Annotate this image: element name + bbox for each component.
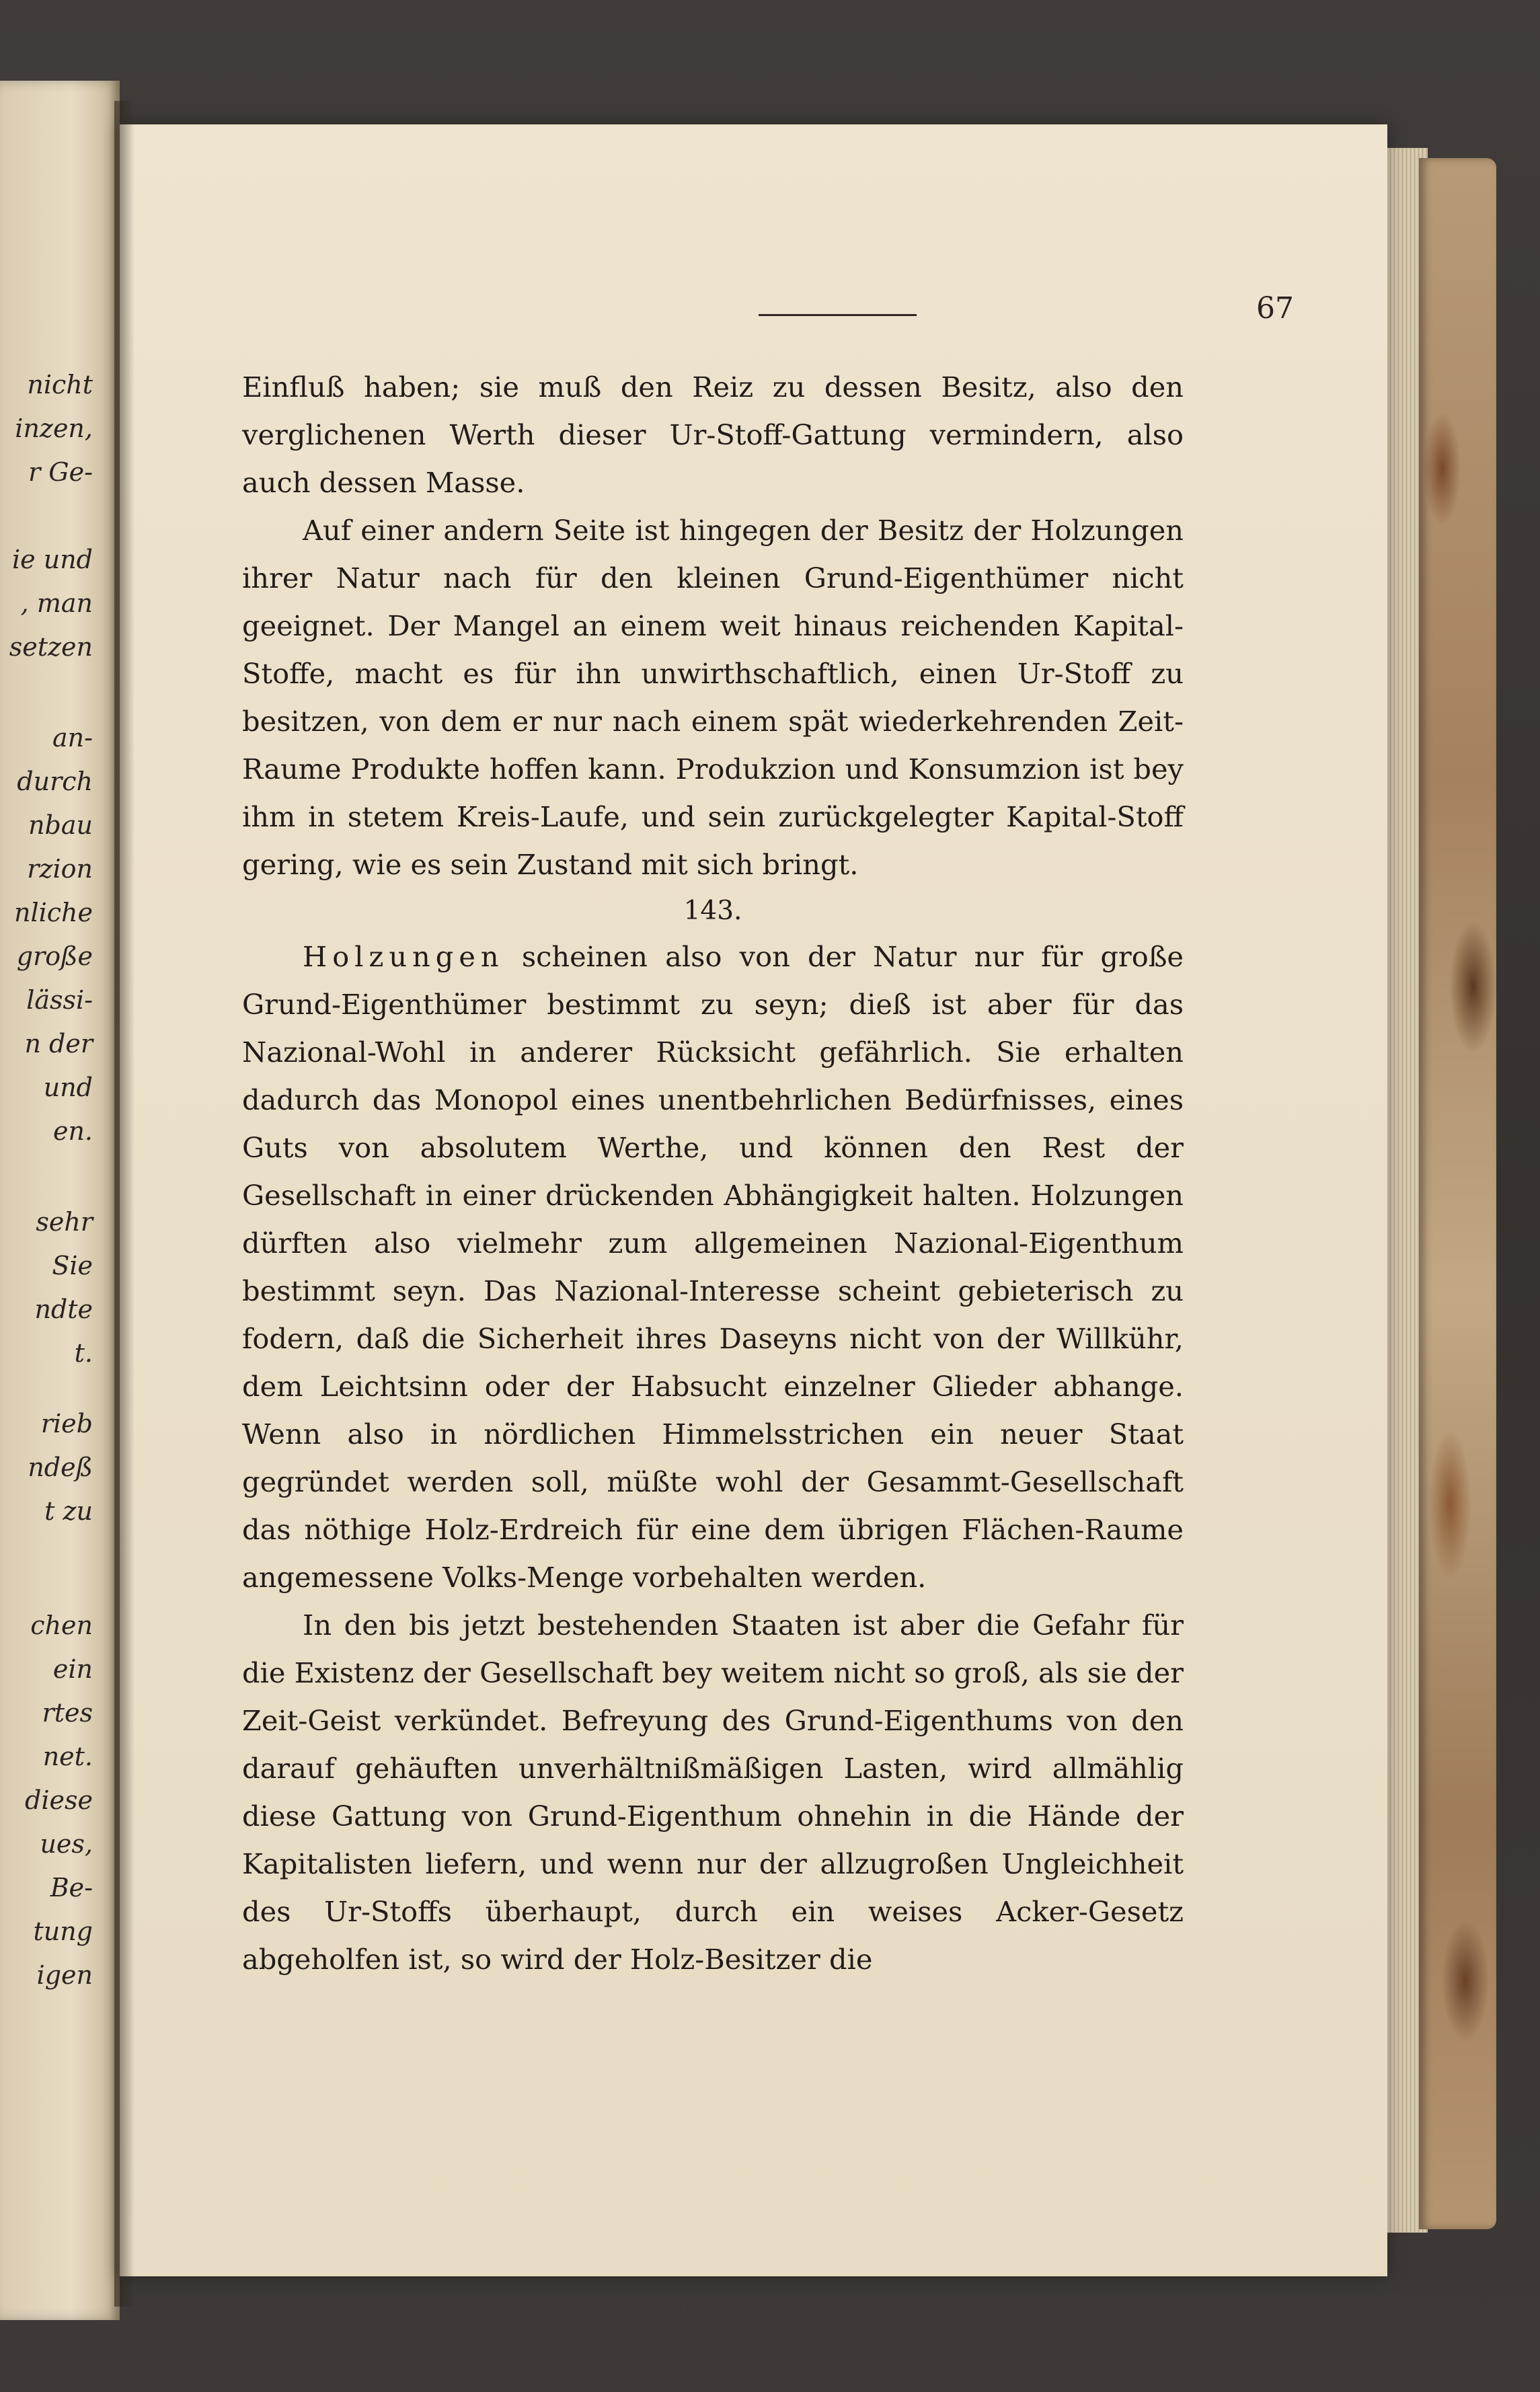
paragraph-4: In den bis jetzt bestehenden Staaten ist aber die Gefahr für die Existenz der Gesellschaft bey weitem nicht so groß, als sie der Zeit-Geist verkündet. Befreyung des Grund-Eigenthums von den darauf gehäuften unverhältnißmäßigen Lasten, wird allmählig diese Gattung von Grund-Eigenthum ohnehin in die Hände der Kapitalisten liefern, und wenn nur der allzugroßen Ungleichheit des Ur-Stoffs überhaupt, durch ein weises Acker-Gesetz abgeholfen ist, so wird der Holz-Besitzer die (242, 1609, 1184, 1976)
page-number: 67 (1256, 291, 1294, 325)
left-page-fragment: t zu (44, 1496, 93, 1526)
left-page-fragment: an- (52, 723, 93, 753)
paragraph-2: Auf einer andern Seite ist hingegen der Besitz der Holzungen ihrer Natur nach für den kleinen Grund-Eigenthümer nicht geeignet. Der Mangel an einem weit hinaus reichenden Kapital-Stoffe, macht es für ihn unwirthschaftlich, einen Ur-Stoff zu besitzen, von dem er nur nach einem spät wiederkehrenden Zeit-Raume Produkte hoffen kann. Produkzion und Konsumzion ist bey ihm in stetem Kreis-Laufe, und sein zurückgelegter Kapital-Stoff gering, wie es sein Zustand mit sich bringt. (242, 514, 1184, 881)
left-page-fragment: ein (52, 1654, 93, 1684)
left-page-fragment: r Ge- (28, 457, 93, 487)
left-page-fragment: große (16, 941, 93, 971)
left-page-fragment: chen (30, 1611, 93, 1640)
left-page-fragment: tung (33, 1917, 93, 1946)
page-header (120, 124, 1387, 326)
left-page-fragment: und (43, 1073, 93, 1102)
left-page-fragment: inzen, (15, 414, 93, 443)
paragraph-3 (242, 933, 1184, 1601)
left-page-fragment: rieb (40, 1409, 93, 1438)
left-page-fragment: ues, (40, 1829, 93, 1859)
left-page-fragment: t. (74, 1338, 93, 1368)
header-rule (759, 314, 917, 316)
left-page-fragment: Sie (52, 1251, 93, 1280)
section-number: 143. (683, 896, 742, 926)
gutter-shadow (114, 101, 134, 2307)
left-page-fragment: rzion (27, 854, 93, 884)
left-page-fragment: ndeß (28, 1453, 93, 1482)
left-page-fragment: setzen (9, 632, 93, 662)
body-text (242, 363, 1184, 1983)
left-page-fragment: lässi- (26, 985, 93, 1015)
paragraph-3-text: scheinen also von der Natur nur für große Grund-Eigenthümer bestimmt zu seyn; dieß ist aber für das Nazional-Wohl in anderer Rücksicht gefährlich. Sie erhalten dadurch das Monopol eines unentbehrlichen Bedürfnisses, eines Guts von absolutem Werthe, und können den Rest der Gesellschaft in einer drückenden Abhängigkeit halten. Holzungen dürften also vielmehr zum allgemeinen Nazional-Eigenthum bestimmt seyn. Das Nazional-Interesse scheint gebieterisch zu fodern, daß die Sicherheit ihres Daseyns nicht von der Willkühr, dem Leichtsinn oder der Habsucht einzelner Glieder abhange. Wenn also in nördlichen Himmelsstrichen ein neuer Staat gegründet werden soll, müßte wohl der Gesammt-Gesellschaft das nöthige Holz-Erdreich für eine dem übrigen Flächen-Raume angemessene Volks-Menge vorbehalten werden. (242, 940, 1184, 1594)
left-page-fragment: nbau (28, 810, 93, 840)
left-page-edge (0, 81, 120, 2320)
left-page-fragment: igen (36, 1960, 93, 1990)
left-page-fragment: net. (42, 1742, 93, 1771)
left-page-fragment: n der (24, 1029, 93, 1058)
left-page-fragment: , man (20, 588, 93, 618)
spaced-lead-word: Holzungen (303, 940, 504, 973)
left-page-fragment: Be- (50, 1873, 93, 1902)
left-page-fragment: ie und (12, 545, 93, 574)
marbled-cover (1419, 158, 1496, 2229)
left-page-fragment: sehr (36, 1207, 93, 1237)
left-page-fragment: nliche (13, 898, 93, 927)
left-page-fragment: diese (25, 1785, 93, 1815)
left-page-fragment: nicht (27, 370, 93, 399)
paragraph-1: Einfluß haben; sie muß den Reiz zu dessen Besitz, also den verglichenen Werth dieser Ur-Stoff-Gattung vermindern, also auch dessen Masse. (242, 371, 1184, 499)
left-page-fragment: en. (52, 1116, 93, 1146)
left-page-fragment: durch (17, 767, 93, 796)
left-page-fragment: ndte (34, 1295, 93, 1324)
left-page-fragment: rtes (42, 1698, 93, 1728)
